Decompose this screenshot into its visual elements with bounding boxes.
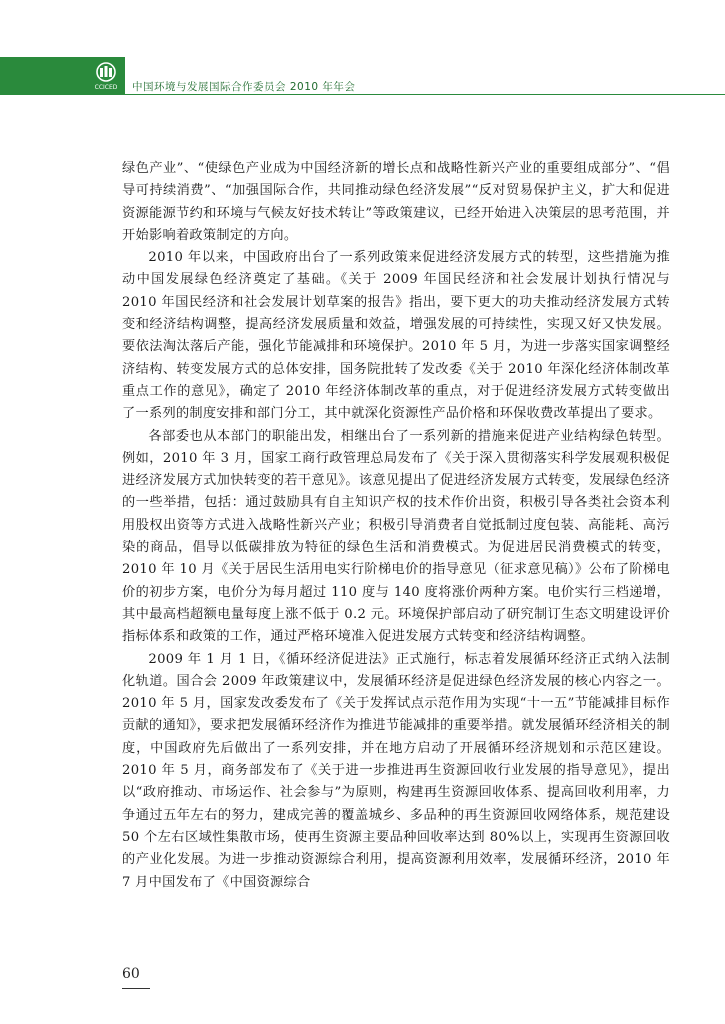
paragraph-2: 2010 年以来，中国政府出台了一系列政策来促进经济发展方式的转型，这些措施为推动中国发展绿色经济奠定了基础。《关于 2009 年国民经济和社会发展计划执行情况与 2010 年国民经济和社会发展计划草案的报告》指出，要下更大的功夫推动经济发展方式转变和经济结构调整，提高经济发展质量和效益，增强发展的可持续性，实现又好又快发展。要依法淘汰落后产能，强化节能减排和环境保护。2010 年 5 月，为进一步落实国家调整经济结构、转变发展方式的总体安排，国务院批转了发改委《关于 2010 年深化经济体制改革重点工作的意见》，确定了 2010 年经济体制改革的重点，对于促进经济发展方式转变做出了一系列的制度安排和部门分工，其中就深化资源性产品价格和环保收费改革提出了要求。 [122,250,670,422]
paragraph-1: 绿色产业”、“使绿色产业成为中国经济新的增长点和战略性新兴产业的重要组成部分”、“倡导可持续消费”、“加强国际合作，共同推动绿色经济发展”“反对贸易保护主义，扩大和促进资源能源节约和环境与气候友好技术转让”等政策建议，已经开始进入决策层的思考范围，并开始影响着政策制定的方向。 [122,161,670,243]
body-text [122,158,670,894]
paragraph-4: 2009 年 1 月 1 日，《循环经济促进法》正式施行，标志着发展循环经济正式纳入法制化轨道。国合会 2009 年政策建议中，发展循环经济是促进绿色经济发展的核心内容之一。2010 年 5 月，国家发改委发布了《关于发挥试点示范作用为实现“十一五”节能减排目标作贡献的通知》，要求把发展循环经济作为推进节能减排的重要举措。就发展循环经济相关的制度，中国政府先后做出了一系列安排，并在地方启动了开展循环经济规划和示范区建设。2010 年 5 月，商务部发布了《关于进一步推进再生资源回收行业发展的指导意见》，提出以“政府推动、市场运作、社会参与”为原则，构建再生资源回收体系、提高回收利用率，力争通过五年左右的努力，建成完善的覆盖城乡、多品种的再生资源回收网络体系，规范建设 50 个左右区域性集散市场，使再生资源主要品种回收率达到 80%以上，实现再生资源回收的产业化发展。为进一步推动资源综合利用，提高资源利用效率，发展循环经济，2010 年 7 月中国发布了《中国资源综合 [122,651,670,890]
page-number: 60 [122,966,140,982]
logo-text: CCICED [94,84,118,91]
page-number-underline [122,988,150,989]
header-divider [125,94,725,95]
paragraph-3: 各部委也从本部门的职能出发，相继出台了一系列新的措施来促进产业结构绿色转型。例如，2010 年 3 月，国家工商行政管理总局发布了《关于深入贯彻落实科学发展观积极促进经济发展方式加快转变的若干意见》。该意见提出了促进经济发展方式转变，发展绿色经济的一些举措，包括：通过鼓励具有自主知识产权的技术作价出资，积极引导各类社会资本利用股权出资等方式进入战略性新兴产业；积极引导消费者自觉抵制过度包装、高能耗、高污染的商品，倡导以低碳排放为特征的绿色生活和消费模式。为促进居民消费模式的转变，2010 年 10 月《关于居民生活用电实行阶梯电价的指导意见（征求意见稿）》公布了阶梯电价的初步方案，电价分为每月超过 110 度与 140 度将涨价两种方案。电价实行三档递增，其中最高档超额电量每度上涨不低于 0.2 元。环境保护部启动了研究制订生态文明建设评价指标体系和政策的工作，通过严格环境准入促进发展方式转变和经济结构调整。 [122,428,670,645]
cciced-logo [90,60,122,92]
header-title: 中国环境与发展国际合作委员会 2010 年年会 [132,81,356,93]
